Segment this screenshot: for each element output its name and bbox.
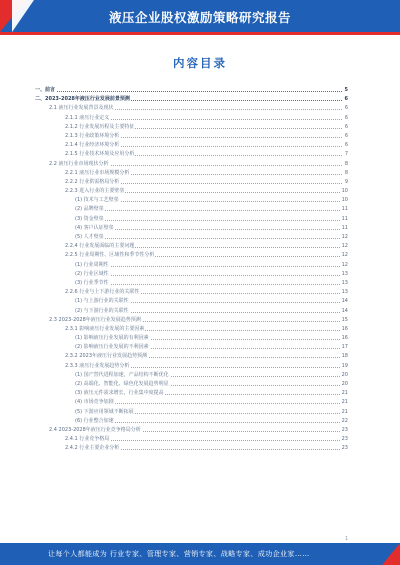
toc-entry-page: 5 <box>344 86 348 95</box>
toc-entry[interactable] <box>35 417 348 426</box>
toc-entry[interactable] <box>35 104 348 113</box>
toc-entry-label: 2.2.5 行业周期性、区域性和季节性分析 <box>65 251 155 260</box>
toc-entry[interactable] <box>35 224 348 233</box>
table-of-contents <box>35 86 348 454</box>
toc-entry[interactable] <box>35 95 348 104</box>
footer-banner <box>0 543 400 565</box>
toc-entry[interactable] <box>35 307 348 316</box>
toc-entry-page: 8 <box>344 160 348 169</box>
header-banner <box>0 0 400 32</box>
toc-dot-leader <box>75 229 342 230</box>
toc-heading: 内容目录 <box>173 56 227 70</box>
page-number: 1 <box>345 536 349 542</box>
toc-entry-page: 16 <box>341 334 348 343</box>
toc-entry-page: 18 <box>341 352 348 361</box>
toc-entry-label: (1) 行业周期性 <box>75 261 110 270</box>
toc-entry[interactable] <box>35 444 348 453</box>
toc-dot-leader <box>75 266 342 267</box>
toc-dot-leader <box>35 91 342 92</box>
toc-entry-page: 11 <box>341 205 348 214</box>
toc-entry-page: 6 <box>344 104 348 113</box>
toc-dot-leader <box>75 275 342 276</box>
toc-entry-label: (4) 市场竞争加剧 <box>75 398 115 407</box>
toc-entry-page: 15 <box>341 316 348 325</box>
toc-entry-page: 22 <box>341 417 348 426</box>
toc-entry-page: 21 <box>341 389 348 398</box>
toc-entry-label: 一、前言 <box>35 86 56 95</box>
toc-entry-label: 2.2 液压行业市场现状分析 <box>49 160 110 169</box>
toc-entry-label: (4) 客户认证壁垒 <box>75 224 115 233</box>
toc-entry-label: (2) 品牌壁垒 <box>75 205 105 214</box>
toc-entry[interactable] <box>35 141 348 150</box>
toc-dot-leader <box>75 403 342 404</box>
footer-red-accent <box>382 543 400 565</box>
toc-entry-page: 10 <box>341 187 348 196</box>
toc-entry-label: 2.1.3 行业政策环境分析 <box>65 132 120 141</box>
toc-entry-page: 23 <box>341 435 348 444</box>
toc-entry[interactable] <box>35 123 348 132</box>
toc-entry[interactable] <box>35 251 348 260</box>
toc-entry-page: 14 <box>341 307 348 316</box>
toc-entry-page: 17 <box>341 343 348 352</box>
toc-entry-label: 二、2023-2028年液压行业发展前景预测 <box>35 95 131 104</box>
toc-entry-page: 6 <box>344 95 348 104</box>
footer-slogan: 让每个人都能成为 行业专家、管理专家、营销专家、战略专家、成功企业家…… <box>48 550 310 558</box>
toc-entry[interactable] <box>35 261 348 270</box>
toc-entry-label: (2) 行业区域性 <box>75 270 110 279</box>
toc-entry[interactable] <box>35 343 348 352</box>
toc-entry[interactable] <box>35 389 348 398</box>
toc-entry-label: 2.1.1 液压行业定义 <box>65 114 110 123</box>
toc-entry[interactable] <box>35 408 348 417</box>
toc-entry-label: (1) 影响液压行业发展的有利因素 <box>75 334 150 343</box>
toc-entry-page: 14 <box>341 297 348 306</box>
toc-entry[interactable] <box>35 288 348 297</box>
toc-entry[interactable] <box>35 233 348 242</box>
toc-entry-page: 6 <box>344 132 348 141</box>
toc-entry-label: 2.4.2 行业主要企业分析 <box>65 444 120 453</box>
toc-dot-leader <box>75 210 342 211</box>
toc-entry-page: 12 <box>341 261 348 270</box>
toc-entry-page: 10 <box>341 196 348 205</box>
toc-entry-page: 21 <box>341 398 348 407</box>
toc-entry-label: (1) 技术与工艺壁垒 <box>75 196 120 205</box>
toc-entry-page: 11 <box>341 215 348 224</box>
toc-entry[interactable] <box>35 150 348 159</box>
toc-entry-label: (6) 行业整合加速 <box>75 417 115 426</box>
toc-entry[interactable] <box>35 334 348 343</box>
report-title: 液压企业股权激励策略研究报告 <box>108 10 291 25</box>
toc-entry[interactable] <box>35 242 348 251</box>
toc-entry-label: 2.2.6 行业与上下游行业的关联性 <box>65 288 140 297</box>
toc-entry[interactable] <box>35 316 348 325</box>
toc-entry-label: 2.3.3 液压行业发展趋势分析 <box>65 362 130 371</box>
toc-entry[interactable] <box>35 435 348 444</box>
toc-entry-page: 12 <box>341 242 348 251</box>
toc-entry-page: 13 <box>341 279 348 288</box>
toc-entry-label: 2.1.5 行业技术环境及应用分析 <box>65 150 135 159</box>
toc-entry[interactable] <box>35 297 348 306</box>
toc-entry[interactable] <box>35 270 348 279</box>
toc-entry-page: 11 <box>341 224 348 233</box>
toc-entry[interactable] <box>35 187 348 196</box>
toc-dot-leader <box>75 284 342 285</box>
toc-entry-page: 23 <box>341 444 348 453</box>
toc-entry-page: 16 <box>341 325 348 334</box>
toc-entry-label: 2.4.1 行业竞争格局 <box>65 435 110 444</box>
toc-entry-page: 6 <box>344 114 348 123</box>
toc-entry-label: (5) 人才壁垒 <box>75 233 105 242</box>
toc-entry[interactable] <box>35 362 348 371</box>
toc-entry-label: 2.2.2 行业供需格局分析 <box>65 178 120 187</box>
toc-entry[interactable] <box>35 371 348 380</box>
toc-entry[interactable] <box>35 169 348 178</box>
toc-entry[interactable] <box>35 160 348 169</box>
toc-entry-label: 2.3.2 2023年液压行业发展趋势预测 <box>65 352 148 361</box>
toc-entry-label: 2.1.2 行业发展历程及主要特征 <box>65 123 135 132</box>
toc-entry[interactable] <box>35 279 348 288</box>
toc-entry-label: 2.4 2023-2028年液压行业竞争格局分析 <box>49 426 142 435</box>
toc-entry-label: 2.3 2023-2028年液压行业发展趋势预测 <box>49 316 142 325</box>
toc-dot-leader <box>75 422 342 423</box>
toc-entry[interactable] <box>35 215 348 224</box>
toc-entry[interactable] <box>35 398 348 407</box>
toc-entry-label: (2) 高端化、智能化、绿色化发展趋势明显 <box>75 380 170 389</box>
toc-entry-label: (2) 影响液压行业发展的不利因素 <box>75 343 150 352</box>
toc-entry-label: (1) 国产替代进程加速，产品结构不断优化 <box>75 371 170 380</box>
toc-entry-page: 9 <box>344 178 348 187</box>
toc-entry-label: (1) 与上游行业的关联性 <box>75 297 130 306</box>
toc-entry[interactable] <box>35 426 348 435</box>
toc-entry[interactable] <box>35 132 348 141</box>
toc-entry-label: (2) 与下游行业的关联性 <box>75 307 130 316</box>
toc-entry[interactable] <box>35 196 348 205</box>
toc-entry[interactable] <box>35 114 348 123</box>
header-divider <box>0 32 400 35</box>
toc-entry[interactable] <box>35 352 348 361</box>
toc-entry-label: (3) 资金壁垒 <box>75 215 105 224</box>
toc-entry-label: 2.2.1 液压行业市场规模分析 <box>65 169 130 178</box>
toc-dot-leader <box>75 220 342 221</box>
toc-entry-page: 8 <box>344 169 348 178</box>
toc-entry-page: 21 <box>341 408 348 417</box>
toc-entry-page: 20 <box>341 371 348 380</box>
toc-entry[interactable] <box>35 325 348 334</box>
toc-entry-label: 2.3.1 影响液压行业发展的主要因素 <box>65 325 145 334</box>
toc-entry-label: 2.2.3 进入行业的主要壁垒 <box>65 187 125 196</box>
toc-entry-page: 13 <box>341 288 348 297</box>
toc-entry-label: 2.1 液压行业发展背景及现状 <box>49 104 115 113</box>
toc-entry-page: 12 <box>341 233 348 242</box>
toc-entry-page: 7 <box>344 150 348 159</box>
toc-entry-page: 13 <box>341 270 348 279</box>
toc-entry-label: (3) 液压元件需求增长，行业集中度提高 <box>75 389 165 398</box>
toc-entry[interactable] <box>35 205 348 214</box>
toc-entry-page: 12 <box>341 251 348 260</box>
toc-entry-page: 19 <box>341 362 348 371</box>
toc-dot-leader <box>75 238 342 239</box>
toc-entry-page: 6 <box>344 141 348 150</box>
toc-entry-label: 2.2.4 行业发展面临的主要问题 <box>65 242 135 251</box>
toc-entry-label: (3) 行业季节性 <box>75 279 110 288</box>
toc-entry-page: 6 <box>344 123 348 132</box>
toc-entry-label: 2.1.4 行业经济环境分析 <box>65 141 120 150</box>
toc-entry[interactable] <box>35 380 348 389</box>
toc-entry[interactable] <box>35 86 348 95</box>
toc-entry-label: (5) 下游应用领域不断拓展 <box>75 408 135 417</box>
toc-entry-page: 23 <box>341 426 348 435</box>
toc-entry[interactable] <box>35 178 348 187</box>
toc-entry-page: 20 <box>341 380 348 389</box>
